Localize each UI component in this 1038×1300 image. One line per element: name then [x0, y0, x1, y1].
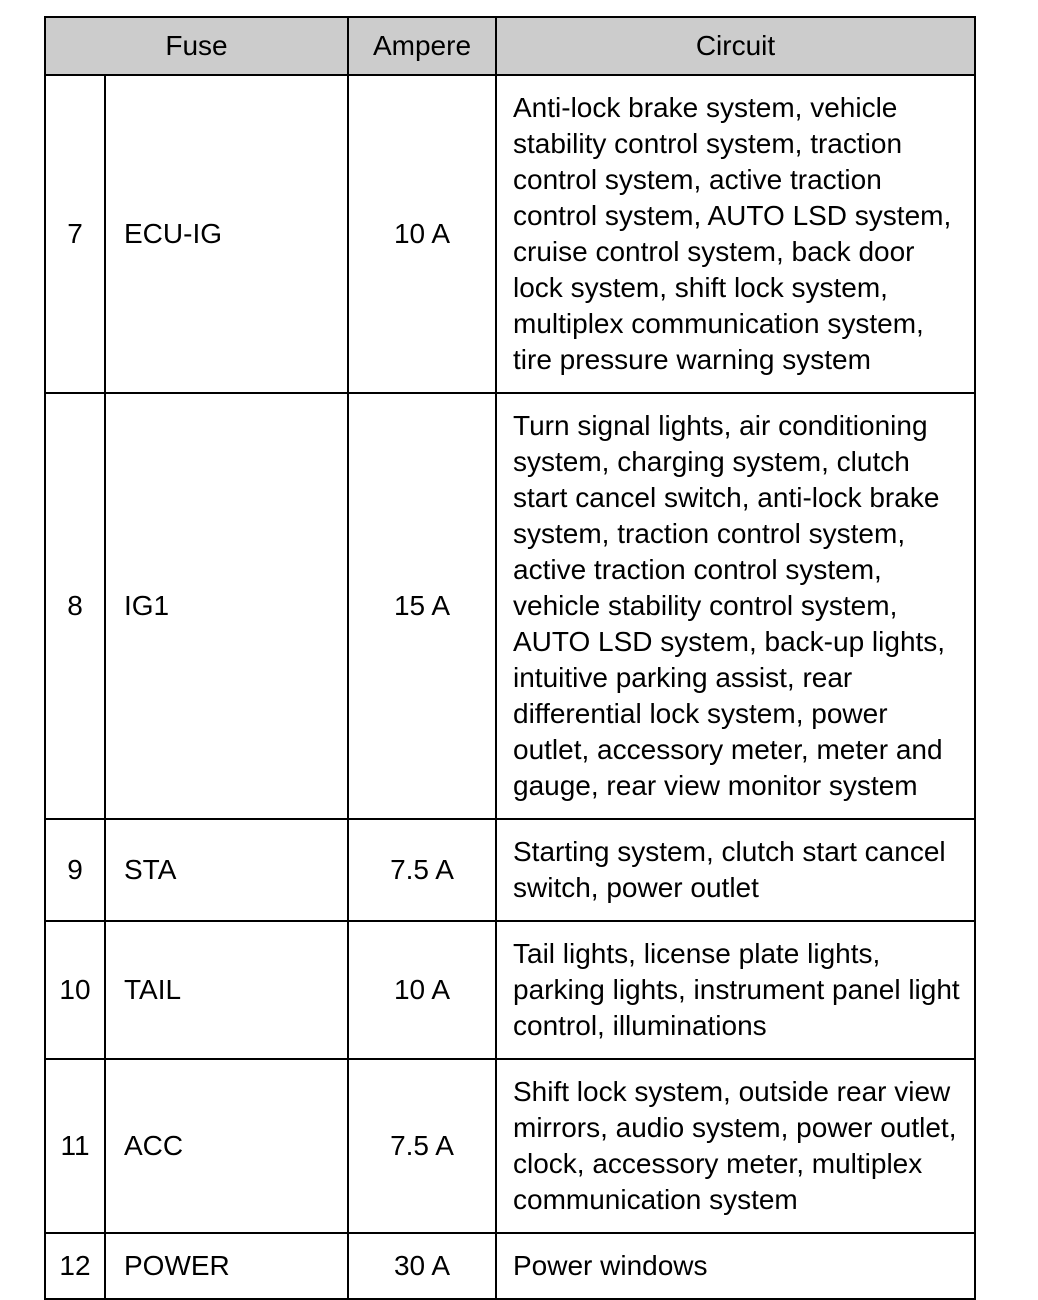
table-row — [45, 921, 975, 1059]
table-header — [45, 17, 975, 75]
fuse-number-cell: 9 — [45, 819, 105, 921]
table-row — [45, 1233, 975, 1299]
table-row — [45, 75, 975, 393]
table-row — [45, 1059, 975, 1233]
fuse-number-cell: 10 — [45, 921, 105, 1059]
fuse-number-cell: 11 — [45, 1059, 105, 1233]
fuse-name-cell: TAIL — [105, 921, 348, 1059]
table-header-row — [45, 17, 975, 75]
fuse-circuit-cell: Tail lights, license plate lights, parking lights, instrument panel light control, illuminations — [496, 921, 975, 1059]
table-row — [45, 393, 975, 819]
fuse-circuit-cell: Turn signal lights, air conditioning system, charging system, clutch start cancel switch, anti-lock brake system, traction control system, active traction control system, vehicle stability control system, AUTO LSD system, back-up lights, intuitive parking assist, rear differential lock system, power outlet, accessory meter, meter and gauge, rear view monitor system — [496, 393, 975, 819]
column-header-circuit: Circuit — [496, 17, 975, 75]
fuse-number-cell: 12 — [45, 1233, 105, 1299]
fuse-circuit-cell: Anti-lock brake system, vehicle stability control system, traction control system, active traction control system, AUTO LSD system, cruise control system, back door lock system, shift lock system, multiplex communication system, tire pressure warning system — [496, 75, 975, 393]
fuse-circuit-cell: Power windows — [496, 1233, 975, 1299]
fuse-name-cell: STA — [105, 819, 348, 921]
fuse-name-cell: IG1 — [105, 393, 348, 819]
fuse-name-cell: ECU-IG — [105, 75, 348, 393]
fuse-ampere-cell: 7.5 A — [348, 819, 496, 921]
fuse-name-cell: ACC — [105, 1059, 348, 1233]
fuse-name-cell: POWER — [105, 1233, 348, 1299]
column-header-ampere: Ampere — [348, 17, 496, 75]
fuse-circuit-cell: Starting system, clutch start cancel switch, power outlet — [496, 819, 975, 921]
table-body — [45, 75, 975, 1299]
fuse-ampere-cell: 30 A — [348, 1233, 496, 1299]
column-header-fuse: Fuse — [45, 17, 348, 75]
fuse-ampere-cell: 10 A — [348, 921, 496, 1059]
fuse-number-cell: 8 — [45, 393, 105, 819]
fuse-ampere-cell: 15 A — [348, 393, 496, 819]
table-row — [45, 819, 975, 921]
fuse-box-circuit-table — [44, 16, 976, 1300]
fuse-circuit-cell: Shift lock system, outside rear view mirrors, audio system, power outlet, clock, accessory meter, multiplex communication system — [496, 1059, 975, 1233]
fuse-number-cell: 7 — [45, 75, 105, 393]
fuse-ampere-cell: 10 A — [348, 75, 496, 393]
fuse-ampere-cell: 7.5 A — [348, 1059, 496, 1233]
